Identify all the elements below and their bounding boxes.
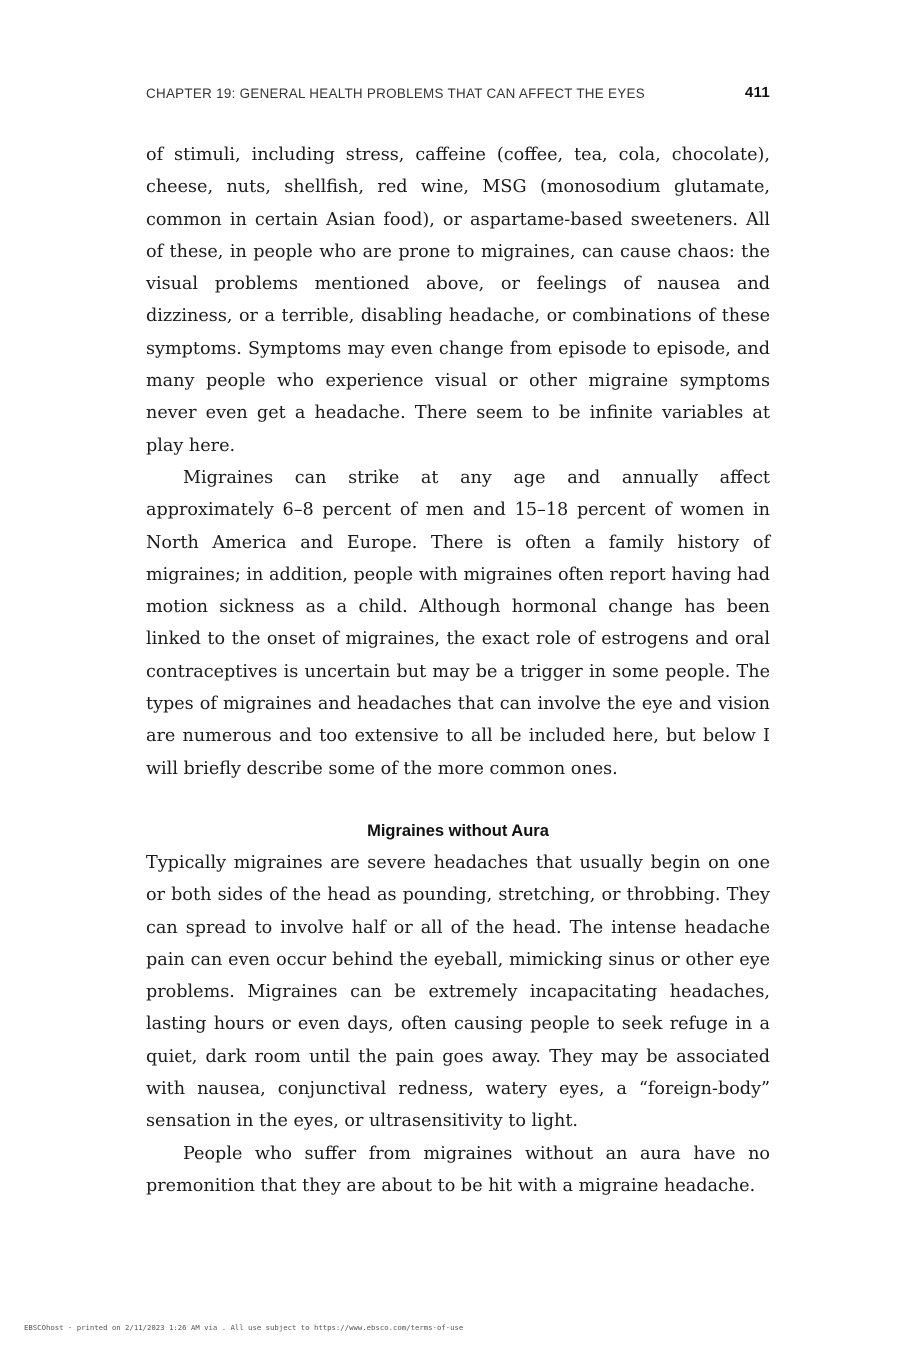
page-body: [146, 139, 770, 1202]
section-heading: Migraines without Aura: [367, 821, 549, 840]
running-header: [146, 84, 770, 106]
running-title: CHAPTER 19: GENERAL HEALTH PROBLEMS THAT CAN AFFECT THE EYES: [146, 86, 645, 101]
paragraph: Migraines can strike at any age and annually affect approximately 6–8 percent of men and 15–18 percent of women in North America and Europe. There is often a family history of migraines; in addition, people with migraines often report having had motion sickness as a child. Although hormonal change has been linked to the onset of migraines, the exact role of estrogens and oral contraceptives is uncertain but may be a trigger in some people. The types of migraines and headaches that can involve the eye and vision are numerous and too extensive to all be included here, but below I will briefly describe some of the more common ones.: [146, 467, 770, 779]
print-footer: EBSCOhost - printed on 2/11/2023 1:26 AM via . All use subject to https://www.ebsco.com/terms-of-use: [24, 1323, 464, 1332]
page-number: 411: [744, 84, 770, 101]
paragraph-continued: of stimuli, including stress, caffeine (coffee, tea, cola, chocolate), cheese, nuts, shellfish, red wine, MSG (monosodium glutamate, common in certain Asian food), or aspartame-based sweeteners. All of these, in people who are prone to migraines, can cause chaos: the visual problems mentioned above, or feelings of nausea and dizziness, or a terrible, disabling headache, or combinations of these symptoms. Symptoms may even change from episode to episode, and many people who experience visual or other migraine symptoms never even get a headache. There seem to be infinite variables at play here.: [146, 145, 770, 456]
section-paragraph: Typically migraines are severe headaches that usually begin on one or both sides of the head as pounding, stretching, or throbbing. They can spread to involve half or all of the head. The intense headache pain can even occur behind the eyeball, mimicking sinus or other eye problems. Migraines can be extremely incapacitating headaches, lasting hours or even days, often causing people to seek refuge in a quiet, dark room until the pain goes away. They may be associated with nausea, conjunctival redness, watery eyes, a “foreign-body” sensation in the eyes, or ultrasensitivity to light.: [146, 852, 770, 1132]
section-paragraph: People who suffer from migraines without an aura have no premonition that they are about to be hit with a migraine headache.: [146, 1143, 770, 1196]
